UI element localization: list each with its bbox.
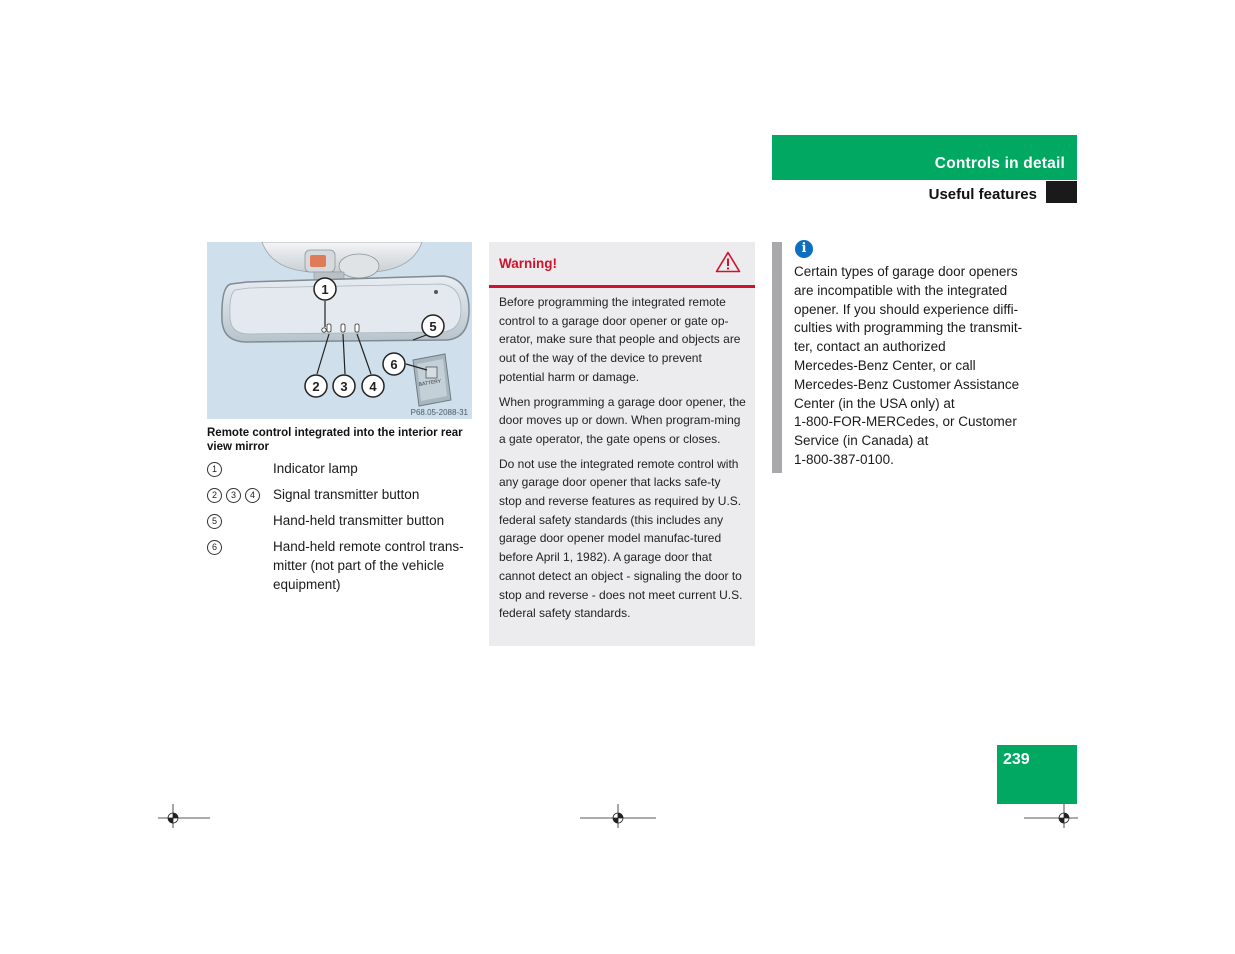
legend-text: Hand-held transmitter button — [273, 513, 445, 528]
figure-code: P68.05-2088-31 — [410, 408, 468, 417]
figure-caption: Remote control integrated into the interior rear view mirror — [207, 427, 463, 453]
legend-number: 3 — [226, 488, 241, 503]
legend-item — [207, 537, 477, 594]
callout-6: 6 — [390, 357, 398, 372]
callout-2: 2 — [312, 379, 320, 394]
registration-mark-icon — [580, 802, 656, 828]
legend-item — [207, 485, 477, 504]
subsection-header — [772, 180, 1077, 203]
info-text: Certain types of garage door openers are incompatible with the integrated opener. If you should experience diffi- culties with programming the transmit- ter, contact an authorized Mercedes-Benz Center, or call Mercedes-Benz Customer Assistance Center (in the USA only) at 1-800-FOR-MERCedes, or Customer Service (in Canada) at 1-800-387-0100. — [794, 264, 1023, 467]
legend-text: Signal transmitter button — [273, 487, 420, 502]
page-number-box — [997, 745, 1077, 804]
subsection-title: Useful features — [928, 186, 1037, 203]
info-sidebar — [772, 242, 782, 473]
info-icon: i — [795, 240, 813, 258]
legend-item — [207, 459, 477, 478]
section-header — [772, 135, 1077, 180]
warning-title: Warning! — [499, 256, 557, 271]
page-number: 239 — [1003, 751, 1030, 768]
subsection-marker — [1046, 181, 1077, 203]
battery-label: BATTERY — [418, 378, 442, 388]
legend-item — [207, 511, 477, 530]
warning-paragraph: When programming a garage door opener, the door moves up or down. When program-ming a gate operator, the gate opens or closes. — [499, 394, 746, 446]
callout-3: 3 — [340, 379, 348, 394]
legend-number: 4 — [245, 488, 260, 503]
legend-text: Indicator lamp — [273, 461, 358, 476]
section-title: Controls in detail — [934, 155, 1065, 172]
callout-4: 4 — [369, 379, 377, 394]
legend-list — [207, 459, 477, 601]
mirror-drawing — [207, 242, 472, 419]
registration-mark-icon — [158, 802, 210, 828]
hand-held-transmitter-drawing — [413, 354, 451, 406]
legend-number: 5 — [207, 514, 222, 529]
legend-number: 6 — [207, 540, 222, 555]
warning-box — [489, 242, 755, 646]
warning-paragraph: Do not use the integrated remote control with any garage door opener that lacks safe-ty stop and reverse features as required by U.S. federal safety standards (this includes any garage door opener model manufac-tured before April 1, 1982). A garage door that cannot detect an object - signaling the door to stop and reverse - does not meet current U.S. federal safety standards. — [499, 456, 743, 621]
warning-paragraph: Before programming the integrated remote control to a garage door opener or gate op-erator, make sure that people and objects are out of the way of the device to prevent potential harm or damage. — [499, 295, 741, 384]
warning-body — [489, 288, 755, 623]
legend-number: 1 — [207, 462, 222, 477]
legend-text: Hand-held remote control trans- mitter (not part of the vehicle equipment) — [273, 539, 464, 592]
legend-number: 2 — [207, 488, 222, 503]
registration-mark-icon — [1024, 802, 1078, 828]
callout-5: 5 — [429, 319, 437, 334]
mirror-illustration — [207, 242, 472, 419]
warning-triangle-icon — [715, 251, 741, 273]
callout-1: 1 — [321, 282, 329, 297]
warning-header — [489, 242, 755, 288]
